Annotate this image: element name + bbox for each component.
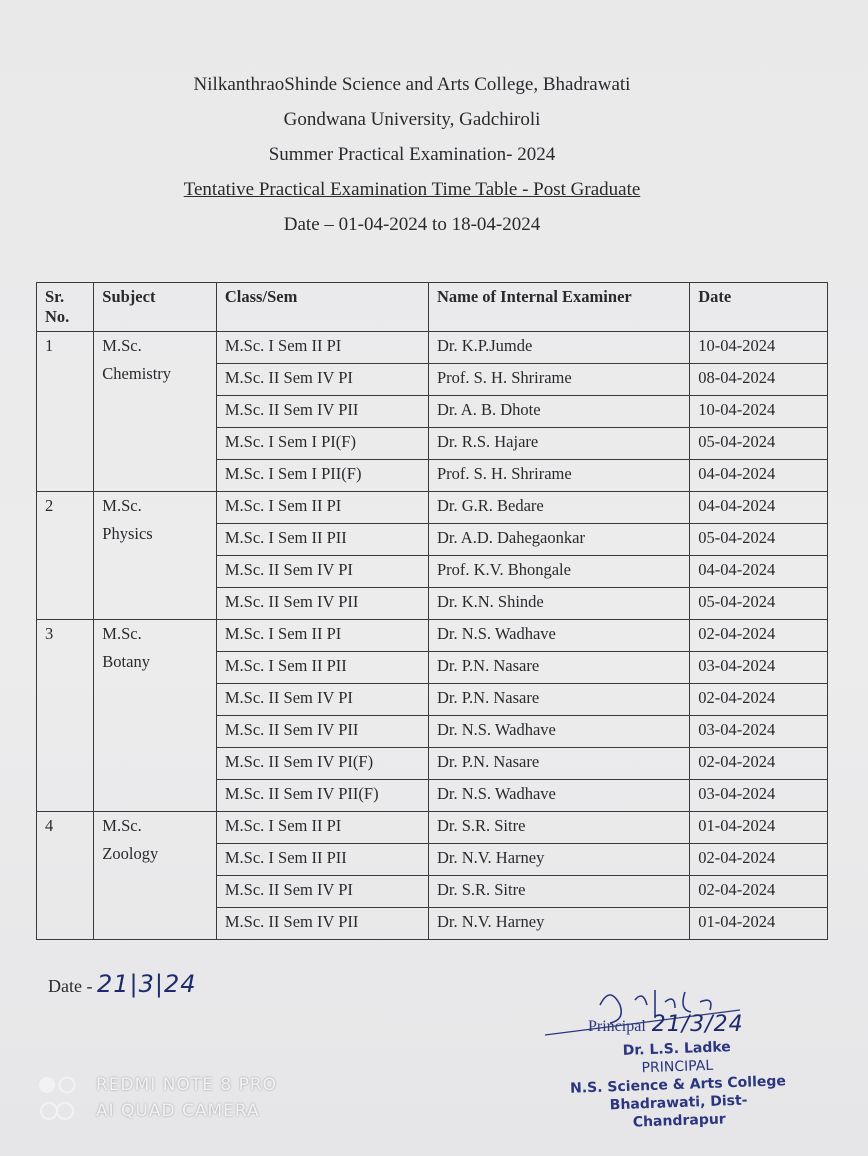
- stamp-name: Dr. L.S. Ladke: [622, 1039, 732, 1059]
- subject-name: Physics: [102, 524, 153, 543]
- cell-examiner: Dr. R.S. Hajare: [428, 428, 689, 460]
- cell-date: 04-04-2024: [690, 492, 828, 524]
- cell-examiner: Prof. K.V. Bhongale: [428, 556, 689, 588]
- cell-examiner: Dr. A. B. Dhote: [428, 396, 689, 428]
- cell-class-sem: M.Sc. II Sem IV PII(F): [216, 780, 428, 812]
- university-name: Gondwana University, Gadchiroli: [283, 109, 541, 130]
- cell-date: 02-04-2024: [690, 844, 828, 876]
- cell-sr-no: 2: [37, 492, 94, 620]
- cell-examiner: Dr. P.N. Nasare: [428, 652, 689, 684]
- subject-degree: M.Sc.: [102, 624, 142, 643]
- cell-date: 08-04-2024: [690, 364, 828, 396]
- cell-date: 04-04-2024: [690, 460, 828, 492]
- cell-class-sem: M.Sc. I Sem II PI: [216, 332, 428, 364]
- infinity-icon: [38, 1101, 88, 1121]
- cell-examiner: Dr. G.R. Bedare: [428, 492, 689, 524]
- cell-subject: [94, 812, 217, 940]
- cell-examiner: Prof. S. H. Shrirame: [428, 460, 689, 492]
- cell-class-sem: M.Sc. II Sem IV PII: [216, 396, 428, 428]
- cell-class-sem: M.Sc. I Sem II PI: [216, 620, 428, 652]
- cell-class-sem: M.Sc. I Sem II PII: [216, 652, 428, 684]
- cell-date: 02-04-2024: [690, 876, 828, 908]
- cell-examiner: Prof. S. H. Shrirame: [428, 364, 689, 396]
- cell-examiner: Dr. N.V. Harney: [428, 844, 689, 876]
- table-header-row: [37, 283, 828, 332]
- cell-class-sem: M.Sc. II Sem IV PI: [216, 876, 428, 908]
- cell-class-sem: M.Sc. I Sem I PI(F): [216, 428, 428, 460]
- cell-sr-no: 3: [37, 620, 94, 812]
- cell-subject: [94, 620, 217, 812]
- subject-degree: M.Sc.: [102, 336, 142, 355]
- cell-examiner: Dr. S.R. Sitre: [428, 812, 689, 844]
- cell-date: 03-04-2024: [690, 716, 828, 748]
- cell-date: 02-04-2024: [690, 684, 828, 716]
- principal-label: [588, 1012, 744, 1037]
- stamp-place: Bhadrawati, Dist-Chandrapur: [609, 1092, 748, 1131]
- cell-class-sem: M.Sc. I Sem II PI: [216, 812, 428, 844]
- header-sr-no: Sr. No.: [37, 283, 94, 332]
- cell-class-sem: M.Sc. I Sem II PII: [216, 844, 428, 876]
- table-row: [37, 332, 828, 364]
- cell-class-sem: M.Sc. II Sem IV PII: [216, 908, 428, 940]
- subject-name: Zoology: [102, 844, 159, 863]
- subject-name: Chemistry: [102, 364, 172, 383]
- cell-subject: [94, 332, 217, 492]
- footer-date: [48, 970, 197, 998]
- cell-class-sem: M.Sc. I Sem I PII(F): [216, 460, 428, 492]
- cell-sr-no: 1: [37, 332, 94, 492]
- document-title: Tentative Practical Examination Time Table - Post Graduate: [183, 179, 641, 200]
- cell-examiner: Dr. N.S. Wadhave: [428, 780, 689, 812]
- stamp-college: N.S. Science & Arts College: [569, 1073, 787, 1097]
- cell-date: 03-04-2024: [690, 780, 828, 812]
- table-row: [37, 620, 828, 652]
- cell-date: 01-04-2024: [690, 812, 828, 844]
- subject-degree: M.Sc.: [102, 496, 142, 515]
- table-row: [37, 812, 828, 844]
- cell-date: 01-04-2024: [690, 908, 828, 940]
- date-range: Date – 01-04-2024 to 18-04-2024: [283, 214, 541, 235]
- principal-stamp: [566, 1036, 789, 1134]
- cell-class-sem: M.Sc. I Sem II PI: [216, 492, 428, 524]
- cell-date: 10-04-2024: [690, 396, 828, 428]
- cell-subject: [94, 492, 217, 620]
- cell-date: 04-04-2024: [690, 556, 828, 588]
- camera-watermark: [38, 1072, 277, 1124]
- cell-class-sem: M.Sc. II Sem IV PI(F): [216, 748, 428, 780]
- stamp-title: PRINCIPAL: [641, 1057, 714, 1077]
- cell-class-sem: M.Sc. II Sem IV PII: [216, 588, 428, 620]
- header-date: Date: [690, 283, 828, 332]
- exam-name: Summer Practical Examination- 2024: [268, 144, 556, 165]
- college-name: NilkanthraoShinde Science and Arts College, Bhadrawati: [193, 74, 631, 95]
- header-examiner: Name of Internal Examiner: [428, 283, 689, 332]
- table-body: [37, 332, 828, 940]
- cell-date: 02-04-2024: [690, 748, 828, 780]
- dots-icon: [38, 1075, 88, 1095]
- cell-class-sem: M.Sc. II Sem IV PI: [216, 364, 428, 396]
- cell-examiner: Dr. A.D. Dahegaonkar: [428, 524, 689, 556]
- cell-date: 02-04-2024: [690, 620, 828, 652]
- cell-date: 05-04-2024: [690, 524, 828, 556]
- cell-examiner: Dr. N.S. Wadhave: [428, 716, 689, 748]
- cell-examiner: Dr. K.P.Jumde: [428, 332, 689, 364]
- cell-date: 03-04-2024: [690, 652, 828, 684]
- cell-date: 05-04-2024: [690, 428, 828, 460]
- cell-class-sem: M.Sc. II Sem IV PI: [216, 556, 428, 588]
- cell-date: 10-04-2024: [690, 332, 828, 364]
- sign-date: 21/3/24: [651, 1012, 744, 1037]
- footer-date-handwritten: 21|3|24: [96, 970, 197, 998]
- watermark-line2: AI QUAD CAMERA: [96, 1101, 260, 1121]
- header-subject: Subject: [94, 283, 217, 332]
- cell-sr-no: 4: [37, 812, 94, 940]
- table-row: [37, 492, 828, 524]
- watermark-line1: REDMI NOTE 8 PRO: [96, 1075, 278, 1095]
- subject-name: Botany: [102, 652, 150, 671]
- cell-class-sem: M.Sc. II Sem IV PII: [216, 716, 428, 748]
- cell-examiner: Dr. P.N. Nasare: [428, 748, 689, 780]
- cell-class-sem: M.Sc. I Sem II PII: [216, 524, 428, 556]
- cell-examiner: Dr. N.S. Wadhave: [428, 620, 689, 652]
- cell-class-sem: M.Sc. II Sem IV PI: [216, 684, 428, 716]
- cell-examiner: Dr. P.N. Nasare: [428, 684, 689, 716]
- principal-label-text: Principal: [588, 1018, 646, 1035]
- timetable: [36, 282, 828, 940]
- footer-date-label: Date -: [48, 976, 93, 996]
- cell-examiner: Dr. S.R. Sitre: [428, 876, 689, 908]
- cell-examiner: Dr. K.N. Shinde: [428, 588, 689, 620]
- header-class-sem: Class/Sem: [216, 283, 428, 332]
- cell-examiner: Dr. N.V. Harney: [428, 908, 689, 940]
- cell-date: 05-04-2024: [690, 588, 828, 620]
- subject-degree: M.Sc.: [102, 816, 142, 835]
